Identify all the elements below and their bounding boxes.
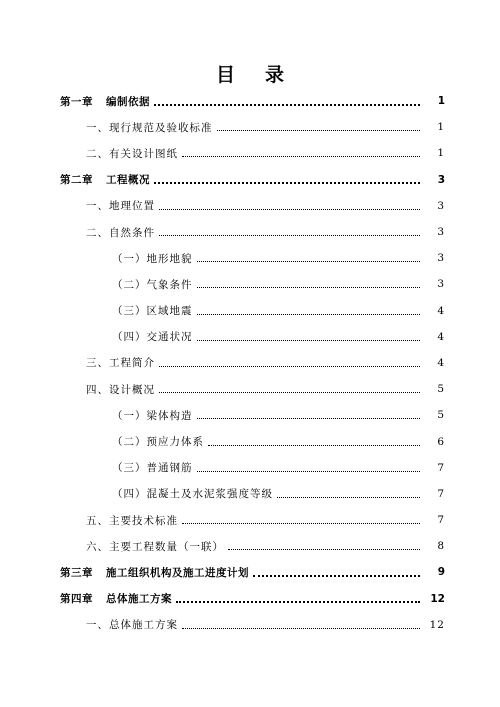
toc-section-entry[interactable] [0, 350, 500, 376]
toc-page-number: 9 [437, 566, 445, 579]
toc-entry-title: 工程概况 [106, 174, 150, 187]
toc-dot-leader [197, 470, 421, 472]
toc-page-number: 5 [437, 409, 445, 422]
toc-entry-title: 二、有关设计图纸 [86, 147, 178, 160]
toc-entry-title: 编制依据 [106, 95, 150, 108]
toc-page-number: 4 [437, 356, 445, 369]
toc-dot-leader [197, 313, 421, 315]
toc-dot-leader [159, 208, 420, 210]
toc-section-entry[interactable] [0, 612, 500, 638]
toc-chapter-number: 第二章 [60, 174, 93, 187]
toc-page-number: 6 [437, 435, 445, 448]
toc-entry-title: （二）预应力体系 [112, 436, 204, 449]
toc-section-entry[interactable] [0, 140, 500, 166]
toc-page-number: 4 [437, 330, 445, 343]
toc-chapter-entry[interactable] [0, 586, 500, 612]
toc-page-number: 1 [437, 95, 445, 108]
toc-section-entry[interactable] [0, 533, 500, 559]
toc-chapter-entry[interactable] [0, 559, 500, 585]
toc-section-entry[interactable] [0, 455, 500, 481]
toc-section-entry[interactable] [0, 481, 500, 507]
toc-page-number: 3 [437, 278, 445, 291]
toc-dot-leader [176, 600, 420, 603]
toc-entry-title: （一）梁体构造 [112, 409, 193, 422]
toc-section-entry[interactable] [0, 114, 500, 140]
toc-section-entry[interactable] [0, 219, 500, 245]
toc-page-number: 1 [437, 121, 445, 134]
toc-page-number: 7 [437, 487, 445, 500]
toc-page-number: 5 [437, 383, 445, 396]
toc-entry-title: （二）气象条件 [112, 278, 193, 291]
toc-entry-title: （三）区域地震 [112, 305, 193, 318]
toc-entry-title: 一、总体施工方案 [86, 619, 178, 632]
toc-section-entry[interactable] [0, 402, 500, 428]
toc-page-number: 7 [437, 461, 445, 474]
toc-dot-leader [182, 522, 420, 524]
toc-entry-title: （一）地形地貌 [112, 252, 193, 265]
toc-entry-title: 二、自然条件 [86, 226, 155, 239]
toc-title: 目录 [215, 64, 314, 86]
toc-section-entry[interactable] [0, 271, 500, 297]
toc-section-entry[interactable] [0, 324, 500, 350]
toc-page-number: 1 [437, 147, 445, 160]
toc-page-number: 7 [437, 514, 445, 527]
toc-chapter-number: 第四章 [60, 593, 93, 606]
toc-chapter-number: 第一章 [60, 95, 93, 108]
toc-dot-leader [197, 286, 421, 288]
toc-entry-title: （三）普通钢筋 [112, 462, 193, 475]
toc-dot-leader [154, 181, 420, 184]
toc-entry-title: 六、主要工程数量（一联） [86, 540, 224, 553]
toc-section-entry[interactable] [0, 245, 500, 271]
toc-section-entry[interactable] [0, 298, 500, 324]
toc-entry-title: 三、工程简介 [86, 357, 155, 370]
toc-entry-title: 一、地理位置 [86, 200, 155, 213]
toc-dot-leader [277, 496, 420, 498]
toc-list [0, 88, 500, 638]
toc-entry-title: 总体施工方案 [106, 593, 172, 606]
toc-dot-leader [197, 417, 421, 419]
toc-dot-leader [159, 365, 420, 367]
toc-section-entry[interactable] [0, 428, 500, 454]
toc-entry-title: （四）混凝土及水泥浆强度等级 [112, 488, 273, 501]
toc-dot-leader [159, 234, 420, 236]
toc-page-number: 12 [429, 618, 445, 631]
toc-section-entry[interactable] [0, 507, 500, 533]
toc-page-number: 4 [437, 304, 445, 317]
toc-page-number: 3 [437, 226, 445, 239]
toc-chapter-entry[interactable] [0, 167, 500, 193]
toc-dot-leader [253, 574, 420, 577]
toc-page-number: 12 [430, 592, 445, 605]
toc-section-entry[interactable] [0, 193, 500, 219]
toc-entry-title: 五、主要技术标准 [86, 514, 178, 527]
toc-dot-leader [208, 444, 420, 446]
toc-page-number: 3 [437, 199, 445, 212]
toc-dot-leader [228, 548, 420, 550]
toc-page-number: 3 [437, 252, 445, 265]
toc-dot-leader [159, 391, 420, 393]
toc-section-entry[interactable] [0, 376, 500, 402]
toc-dot-leader [197, 260, 421, 262]
toc-entry-title: 施工组织机构及施工进度计划 [106, 566, 249, 579]
toc-page-number: 3 [437, 173, 445, 186]
toc-dot-leader [182, 155, 420, 157]
toc-dot-leader [197, 339, 421, 341]
toc-dot-leader [182, 627, 420, 629]
toc-dot-leader [154, 103, 420, 106]
toc-entry-title: （四）交通状况 [112, 331, 193, 344]
toc-entry-title: 四、设计概况 [86, 383, 155, 396]
toc-entry-title: 一、现行规范及验收标准 [86, 121, 213, 134]
toc-chapter-entry[interactable] [0, 88, 500, 114]
toc-page-number: 8 [437, 540, 445, 553]
toc-chapter-number: 第三章 [60, 566, 93, 579]
toc-dot-leader [217, 129, 421, 131]
